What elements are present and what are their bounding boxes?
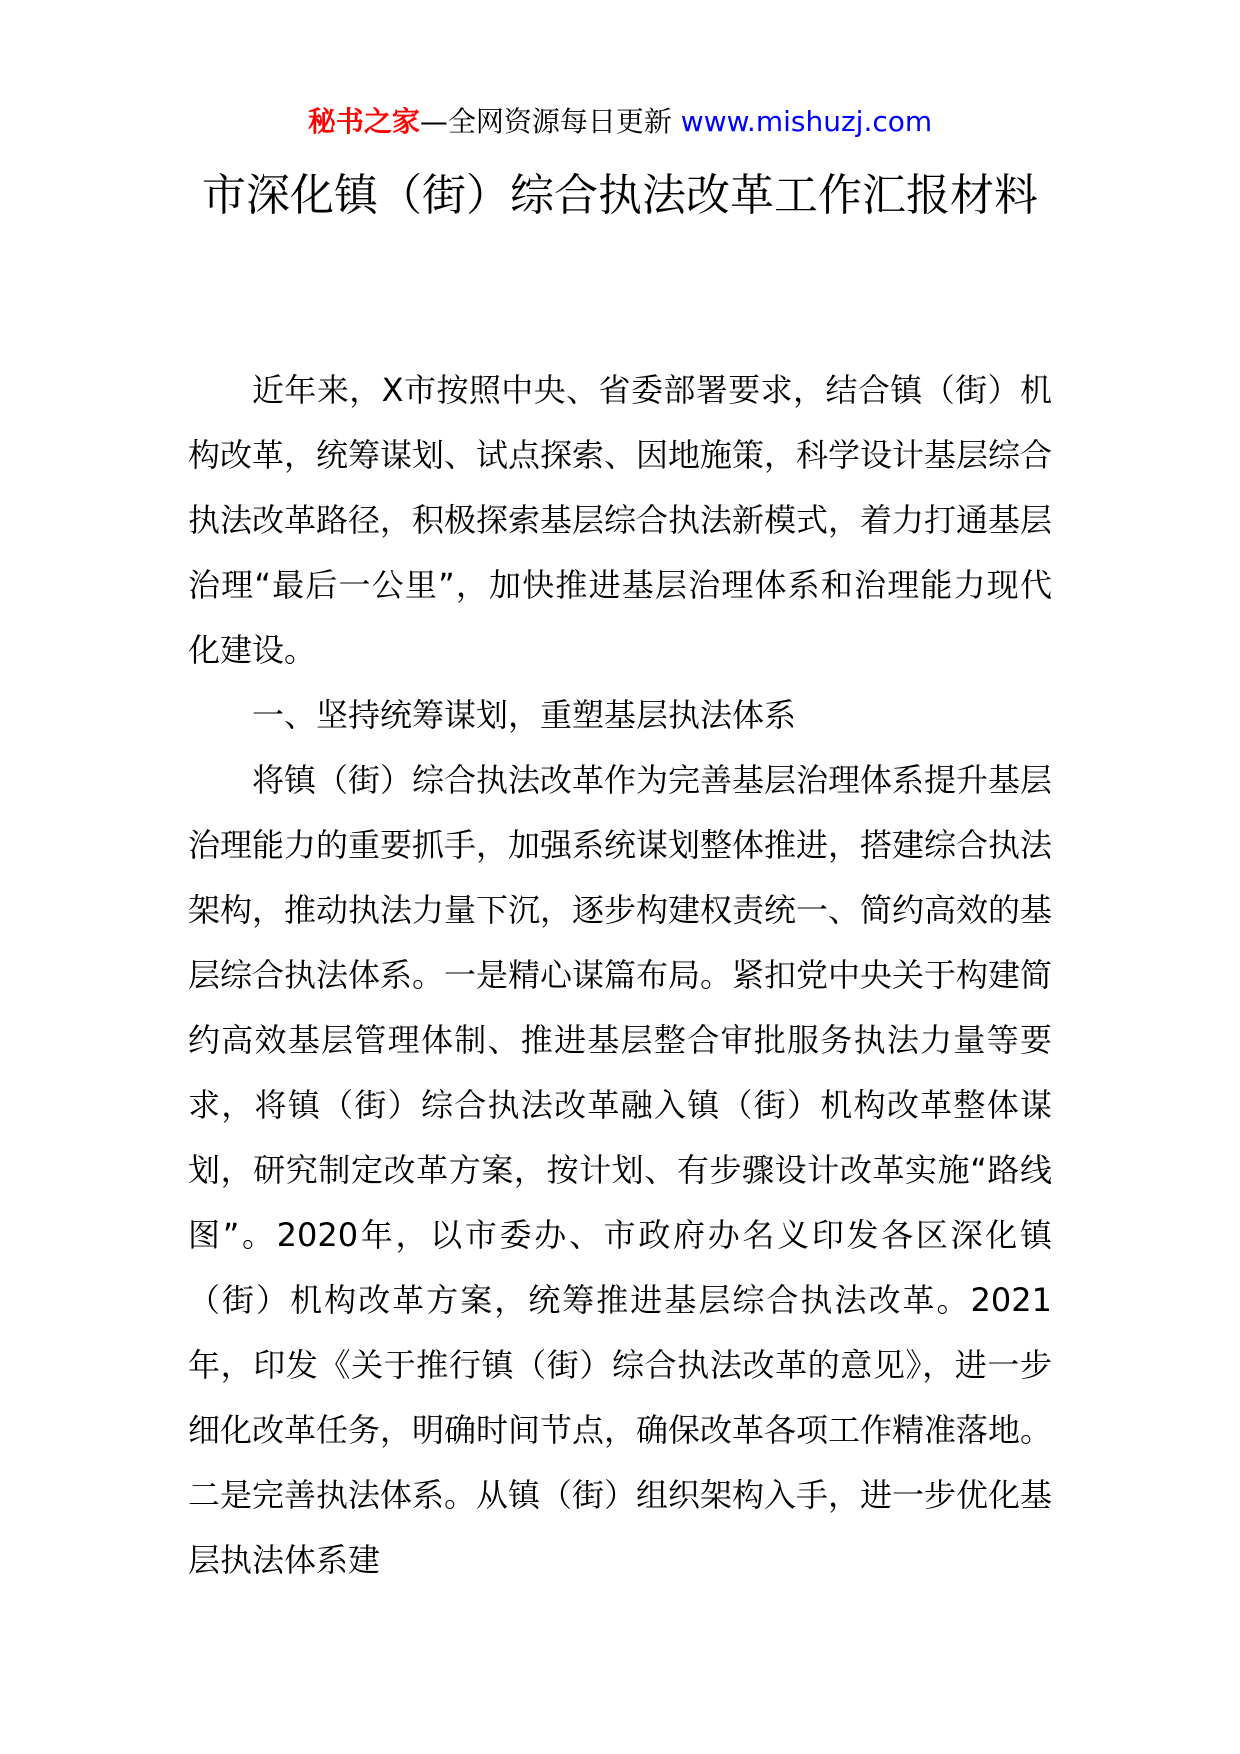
intro-paragraph: 近年来，X市按照中央、省委部署要求，结合镇（街）机构改革，统筹谋划、试点探索、因地施策，科学设计基层综合执法改革路径，积极探索基层综合执法新模式，着力打通基层治理“最后一公里”，加快推进基层治理体系和治理能力现代化建设。 — [188, 371, 1053, 669]
document-body — [188, 358, 1052, 1593]
site-header — [0, 102, 1240, 142]
site-url-link[interactable]: www.mishuzj.com — [680, 105, 933, 138]
document-title: 市深化镇（街）综合执法改革工作汇报材料 — [202, 170, 1038, 221]
brand-name: 秘书之家 — [307, 105, 420, 138]
section-heading: 一、坚持统筹谋划，重塑基层执法体系 — [252, 696, 797, 734]
body-paragraph: 将镇（街）综合执法改革作为完善基层治理体系提升基层治理能力的重要抓手，加强系统谋划整体推进，搭建综合执法架构，推动执法力量下沉，逐步构建权责统一、简约高效的基层综合执法体系。一是精心谋篇布局。紧扣党中央关于构建简约高效基层管理体制、推进基层整合审批服务执法力量等要求，将镇（街）综合执法改革融入镇（街）机构改革整体谋划，研究制定改革方案，按计划、有步骤设计改革实施“路线图”。2020年，以市委办、市政府办名义印发各区深化镇（街）机构改革方案，统筹推进基层综合执法改革。2021年，印发《关于推行镇（街）综合执法改革的意见》，进一步细化改革任务，明确时间节点，确保改革各项工作精准落地。二是完善执法体系。从镇（街）组织架构入手，进一步优化基层执法体系建 — [188, 761, 1053, 1579]
header-tagline: —全网资源每日更新 — [419, 105, 672, 138]
